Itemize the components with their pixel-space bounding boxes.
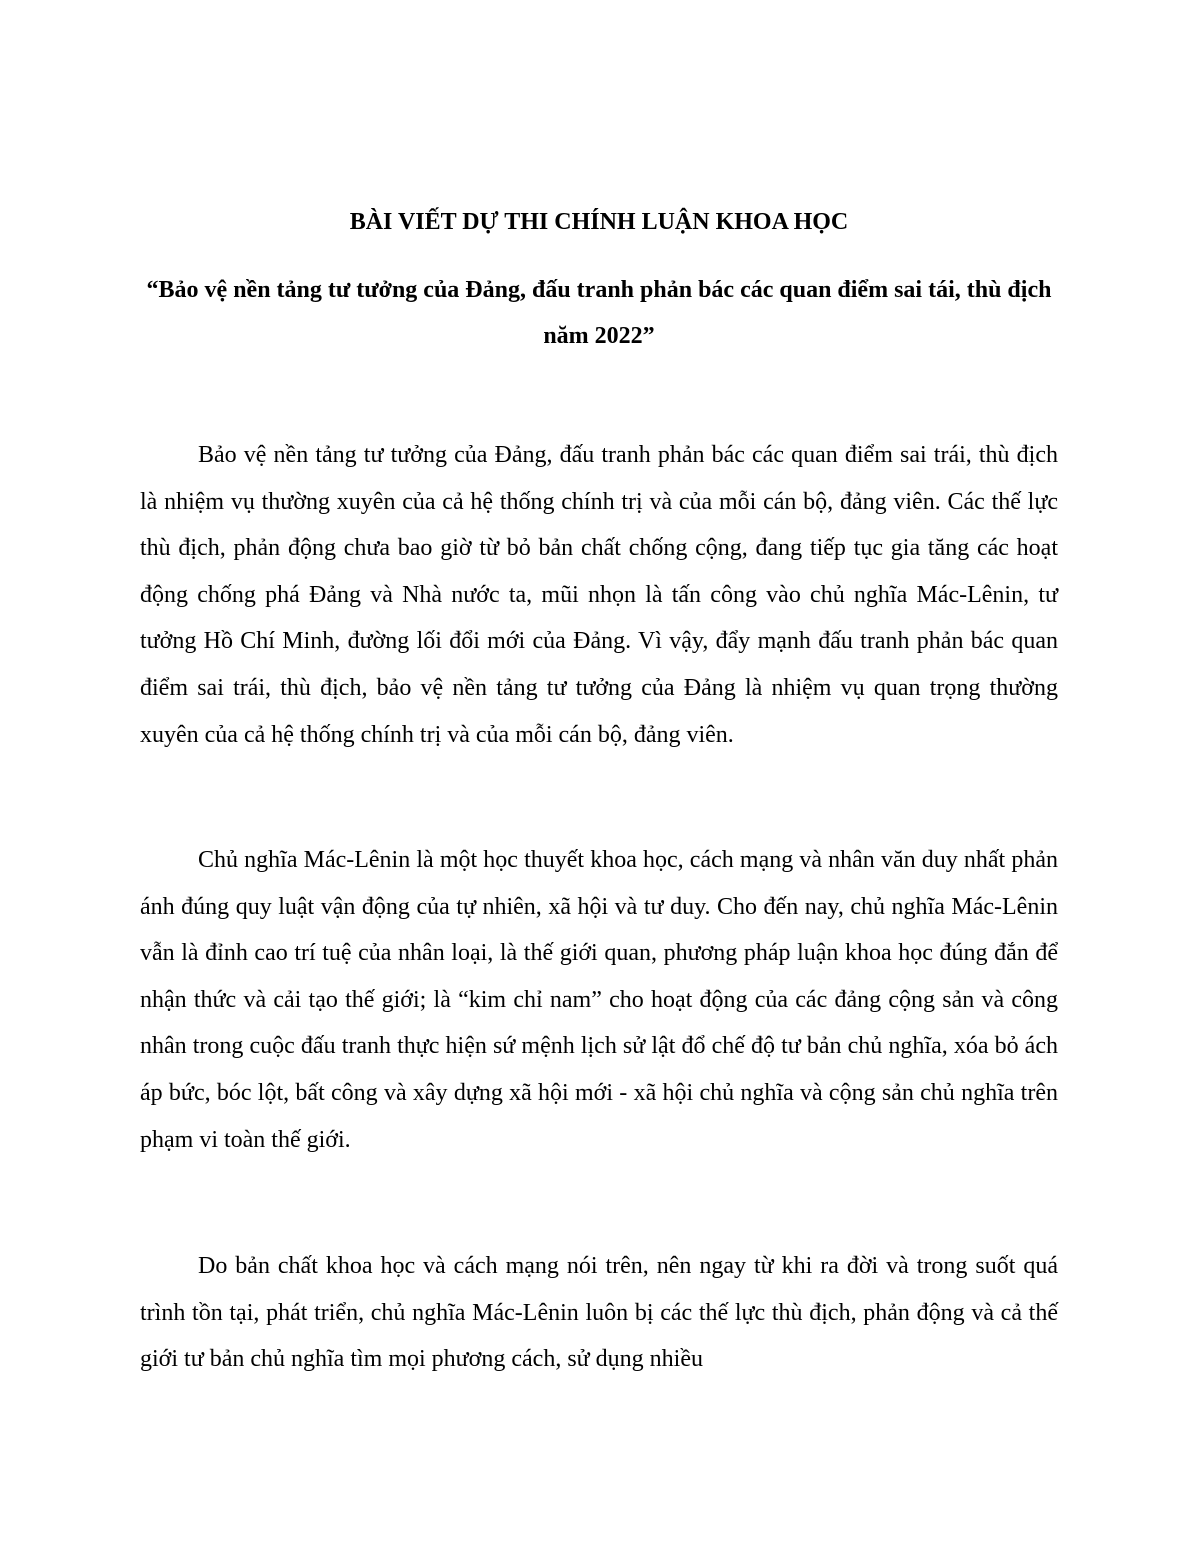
paragraph-2: Chủ nghĩa Mác-Lênin là một học thuyết khoa học, cách mạng và nhân văn duy nhất phản ánh đúng quy luật vận động của tự nhiên, xã hội và tư duy. Cho đến nay, chủ nghĩa Mác-Lênin vẫn là đỉnh cao trí tuệ của nhân loại, là thế giới quan, phương pháp luận khoa học đúng đắn để nhận thức và cải tạo thế giới; là “kim chỉ nam” cho hoạt động của các đảng cộng sản và công nhân trong cuộc đấu tranh thực hiện sứ mệnh lịch sử lật đổ chế độ tư bản chủ nghĩa, xóa bỏ ách áp bức, bóc lột, bất công và xây dựng xã hội mới - xã hội chủ nghĩa và cộng sản chủ nghĩa trên phạm vi toàn thế giới. [140, 847, 1058, 1153]
paragraph-1: Bảo vệ nền tảng tư tưởng của Đảng, đấu tranh phản bác các quan điểm sai trái, thù địch là nhiệm vụ thường xuyên của cả hệ thống chính trị và của mỗi cán bộ, đảng viên. Các thế lực thù địch, phản động chưa bao giờ từ bỏ bản chất chống cộng, đang tiếp tục gia tăng các hoạt động chống phá Đảng và Nhà nước ta, mũi nhọn là tấn công vào chủ nghĩa Mác-Lênin, tư tưởng Hồ Chí Minh, đường lối đổi mới của Đảng. Vì vậy, đẩy mạnh đấu tranh phản bác quan điểm sai trái, thù địch, bảo vệ nền tảng tư tưởng của Đảng là nhiệm vụ quan trọng thường xuyên của cả hệ thống chính trị và của mỗi cán bộ, đảng viên. [140, 442, 1058, 748]
document-page [140, 0, 1058, 1553]
document-subtitle: “Bảo vệ nền tảng tư tưởng của Đảng, đấu tranh phản bác các quan điểm sai tái, thù địch năm 2022” [146, 277, 1052, 349]
paragraph-3: Do bản chất khoa học và cách mạng nói trên, nên ngay từ khi ra đời và trong suốt quá trình tồn tại, phát triển, chủ nghĩa Mác-Lênin luôn bị các thế lực thù địch, phản động và cả thế giới tư bản chủ nghĩa tìm mọi phương cách, sử dụng nhiều [140, 1253, 1058, 1373]
document-title: BÀI VIẾT DỰ THI CHÍNH LUẬN KHOA HỌC [349, 209, 849, 235]
